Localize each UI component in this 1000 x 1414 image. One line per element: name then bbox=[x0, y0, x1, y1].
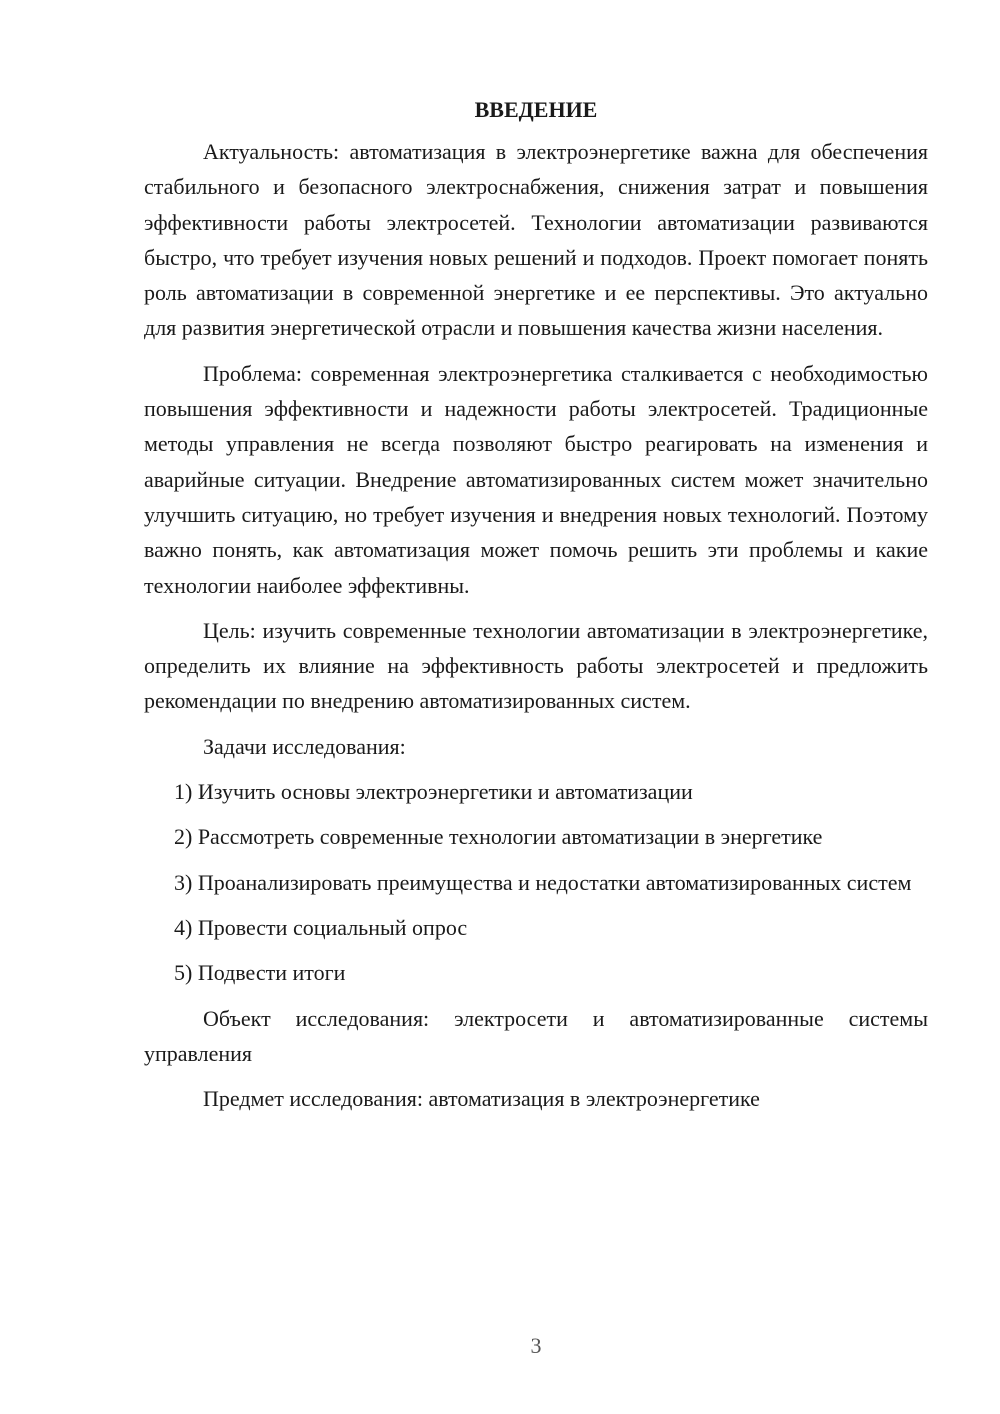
document-body bbox=[144, 96, 928, 1126]
goal-paragraph: Цель: изучить современные технологии автоматизации в электроэнергетике, определить их влияние на эффективность работы электросетей и предложить рекомендации по внедрению автоматизированных систем. bbox=[144, 617, 928, 714]
research-subject-paragraph: Предмет исследования: автоматизация в электроэнергетике bbox=[203, 1086, 760, 1112]
document-title: ВВЕДЕНИЕ bbox=[474, 97, 598, 122]
task-item-2: 2) Рассмотреть современные технологии автоматизации в энергетике bbox=[174, 824, 823, 850]
tasks-heading: Задачи исследования: bbox=[203, 733, 406, 759]
task-item-5: 5) Подвести итоги bbox=[174, 960, 346, 986]
task-item-4: 4) Провести социальный опрос bbox=[174, 914, 468, 940]
problem-paragraph: Проблема: современная электроэнергетика сталкивается с необходимостью повышения эффективности и надежности работы электросетей. Традиционные методы управления не всегда позволяют быстро реагировать на изменения и аварийные ситуации. Внедрение автоматизированных систем может значительно улучшить ситуацию, но требует изучения и внедрения новых технологий. Поэтому важно понять, как автоматизация может помочь решить эти проблемы и какие технологии наиболее эффективны. bbox=[144, 360, 928, 598]
task-item-3: 3) Проанализировать преимущества и недостатки автоматизированных систем bbox=[174, 869, 912, 895]
relevance-paragraph: Актуальность: автоматизация в электроэнергетике важна для обеспечения стабильного и безопасного электроснабжения, снижения затрат и повышения эффективности работы электросетей. Технологии автоматизации развиваются быстро, что требует изучения новых решений и подходов. Проект помогает понять роль автоматизации в современной энергетике и ее перспективы. Это актуально для развития энергетической отрасли и повышения качества жизни населения. bbox=[144, 139, 928, 341]
task-item-1: 1) Изучить основы электроэнергетики и автоматизации bbox=[174, 779, 693, 805]
research-object-paragraph: Объект исследования: электросети и автоматизированные системы управления bbox=[144, 1005, 928, 1066]
page-number: 3 bbox=[530, 1333, 542, 1358]
